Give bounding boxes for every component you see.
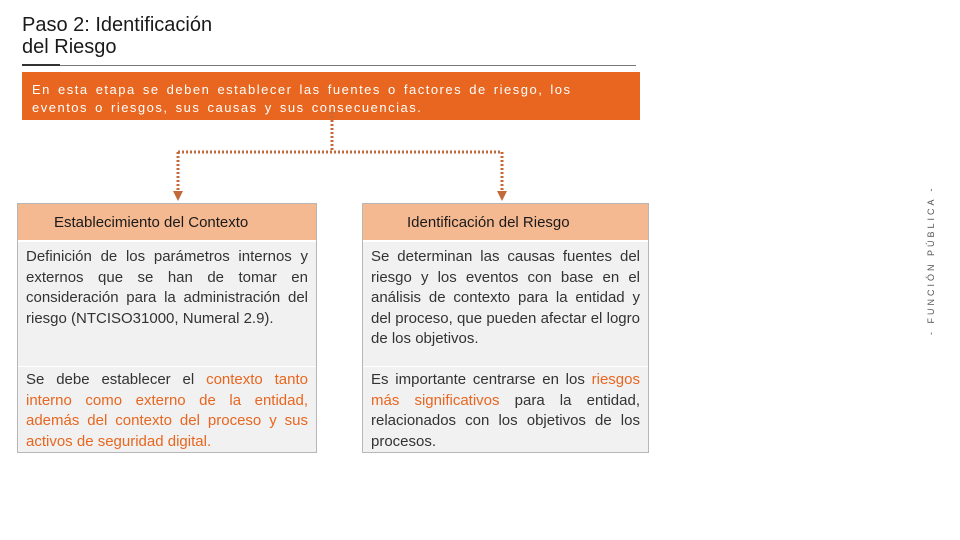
- text-highlight: riesgos más significativos: [371, 371, 640, 409]
- column-text-contexto: [18, 366, 316, 452]
- column-heading: Identificación del Riesgo: [363, 204, 648, 242]
- page-title-line2: del Riesgo: [22, 36, 117, 58]
- intro-banner: [22, 72, 640, 120]
- column-text-definicion: Definición de los parámetros internos y externos que se han de tomar en consideración para la administración del riesgo (NTCISO31000, Numeral 2.9).: [26, 248, 308, 327]
- text-highlight: contexto tanto interno como externo de la entidad, además del contexto del proceso y sus activos de seguridad digital.: [26, 371, 308, 450]
- title-underline: [22, 65, 636, 66]
- column-text-importante: [363, 366, 648, 452]
- text-plain: Es importante centrarse en los: [371, 371, 592, 388]
- column-establecimiento-contexto: [17, 203, 317, 453]
- column-identificacion-riesgo: [362, 203, 649, 453]
- text-plain: Se debe establecer el: [26, 371, 207, 388]
- title-underline-accent: [22, 64, 60, 66]
- column-heading: Establecimiento del Contexto: [18, 204, 316, 242]
- text-plain-end: para la entidad, relacionados con los objetivos de los procesos.: [371, 391, 640, 450]
- page-title: [22, 14, 212, 58]
- page-title-line1: Paso 2: Identificación: [22, 14, 213, 36]
- intro-text: En esta etapa se deben establecer las fuentes o factores de riesgo, los eventos o riesgos, sus causas y sus consecuencias.: [32, 82, 572, 115]
- column-text-determinan: Se determinan las causas fuentes del riesgo y los eventos con base en el análisis de contexto para la entidad y del proceso, que pueden afectar el logro de los objetivos.: [371, 248, 640, 347]
- side-label-funcion-publica: - FUNCIÓN PÚBLICA -: [926, 185, 936, 335]
